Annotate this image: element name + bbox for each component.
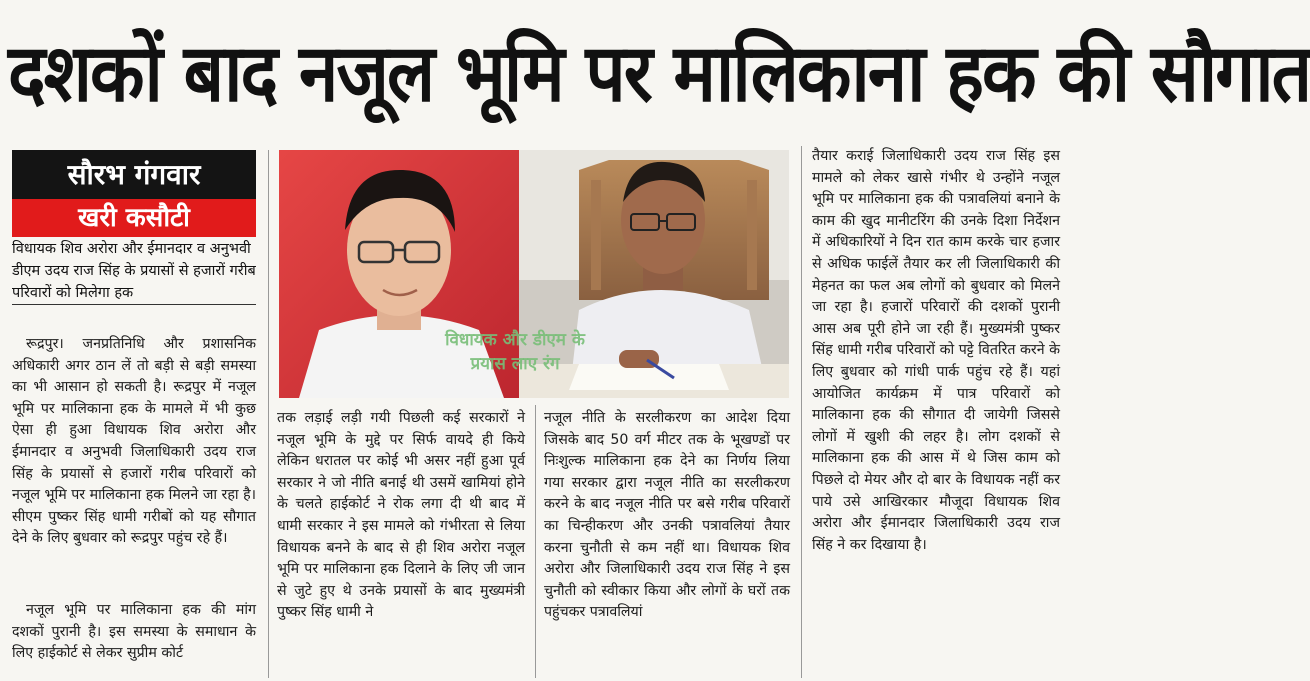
column-name: खरी कसौटी (12, 199, 256, 237)
paragraph: नजूल नीति के सरलीकरण का आदेश दिया जिसके बाद 50 वर्ग मीटर तक के भूखण्डों पर निःशुल्क मालिकाना हक देने का निर्णय लिया गया सरकार द्वारा नजूल नीति का सरलीकरण करने के बाद नजूल नीति पर बसे गरीब परिवारों का चिन्हीकरण और उनकी पत्रावलियां तैयार करना चुनौती से कम नहीं था। विधायक शिव अरोरा और जिलाधिकारी उदय राज सिंह ने इस चुनौती को स्वीकार किया और लोगों के घरों तक पहुंचकर पत्रावलियां (544, 410, 790, 621)
subheadline: विधायक शिव अरोरा और ईमानदार व अनुभवी डीएम उदय राज सिंह के प्रयासों से हजारों गरीब परिवारों को मिलेगा हक (12, 238, 256, 305)
headline: दशकों बाद नजूल भूमि पर मालिकाना हक की सौगात (8, 26, 1310, 120)
column-divider (801, 146, 802, 678)
article-column-1 (12, 334, 256, 596)
article-column-1-continued (12, 600, 256, 678)
paragraph: रूद्रपुर। जनप्रतिनिधि और प्रशासनिक अधिकारी अगर ठान लें तो बड़ी से बड़ी समस्या का भी आसान हो सकती है। रूद्रपुर में नजूल भूमि पर मालिकाना हक के मामले में भी कुछ ऐसा ही हुआ विधायक शिव अरोरा और ईमानदार व अनुभवी जिलाधिकारी उदय राज सिंह के प्रयासों से हजारों गरीब परिवारों को नजूल भूमि पर मालिकाना हक मिलने जा रहा है। सीएम पुष्कर सिंह धामी गरीबों को यह सौगात देने के लिए बुधवार को रूद्रपुर पहुंच रहे हैं। (12, 336, 256, 547)
photo-caption (395, 328, 635, 376)
article-column-3 (544, 408, 790, 678)
paragraph: तैयार कराई जिलाधिकारी उदय राज सिंह इस मामले को लेकर खासे गंभीर थे उन्होंने नजूल भूमि पर मालिकाना हक की पत्रावलियां बनाने के काम की खुद मानीटरिंग की उनके दिशा निर्देशन में अधिकारियों ने दिन रात काम करके चार हजार से अधिक फाईलें तैयार कर ली जिलाधिकारी की मेहनत का फल अब लोगों को बुधवार को मिलने जा रहा है। हजारों परिवारों की दशकों पुरानी आस अब पूरी होने जा रही हैं। मुख्यमंत्री पुष्कर सिंह धामी गरीब परिवारों को पट्टे वितरित करने के लिए बुधवार को गांधी पार्क पहुंच रहे हैं। यहां आयोजित कार्यक्रम में पात्र परिवारों को मालिकाना हक की सौगात दी जायेगी जिससे लोगों में खुशी की लहर है। लोग दशकों से मालिकाना हक की आस में थे जिस काम को पिछले दो मेयर और दो बार के विधायक नहीं कर पाये उसे आखिरकार मौजूदा विधायक शिव अरोरा और ईमानदार जिलाधिकारी उदय राज सिंह ने कर दिखाया है। (812, 148, 1060, 553)
author-name: सौरभ गंगवार (12, 150, 256, 199)
article-column-2 (277, 408, 525, 678)
paragraph: नजूल भूमि पर मालिकाना हक की मांग दशकों पुरानी है। इस समस्या के समाधान के लिए हाईकोर्ट से लेकर सुप्रीम कोर्ट (12, 602, 256, 662)
column-divider (535, 405, 536, 678)
caption-line-2: प्रयास लाए रंग (470, 354, 560, 374)
column-divider (268, 150, 269, 678)
paragraph: तक लड़ाई लड़ी गयी पिछली कई सरकारों ने नजूल भूमि के मुद्दे पर सिर्फ वायदे ही किये लेकिन धरातल पर कोई भी असर नहीं हुआ पूर्व सरकार ने जो नीति बनाई थी उसमें खामियां होने के चलते हाईकोर्ट ने रोक लगा दी थी बाद में धामी सरकार ने इस मामले को गंभीरता से लिया विधायक बनने के बाद से ही शिव अरोरा नजूल भूमि पर मालिकाना हक दिलाने के लिए जी जान से जुटे हुए थे उनके प्रयासों के बाद मुख्यमंत्री पुष्कर सिंह धामी ने (277, 410, 525, 621)
caption-line-1: विधायक और डीएम के (445, 330, 585, 350)
article-column-4 (812, 146, 1060, 678)
